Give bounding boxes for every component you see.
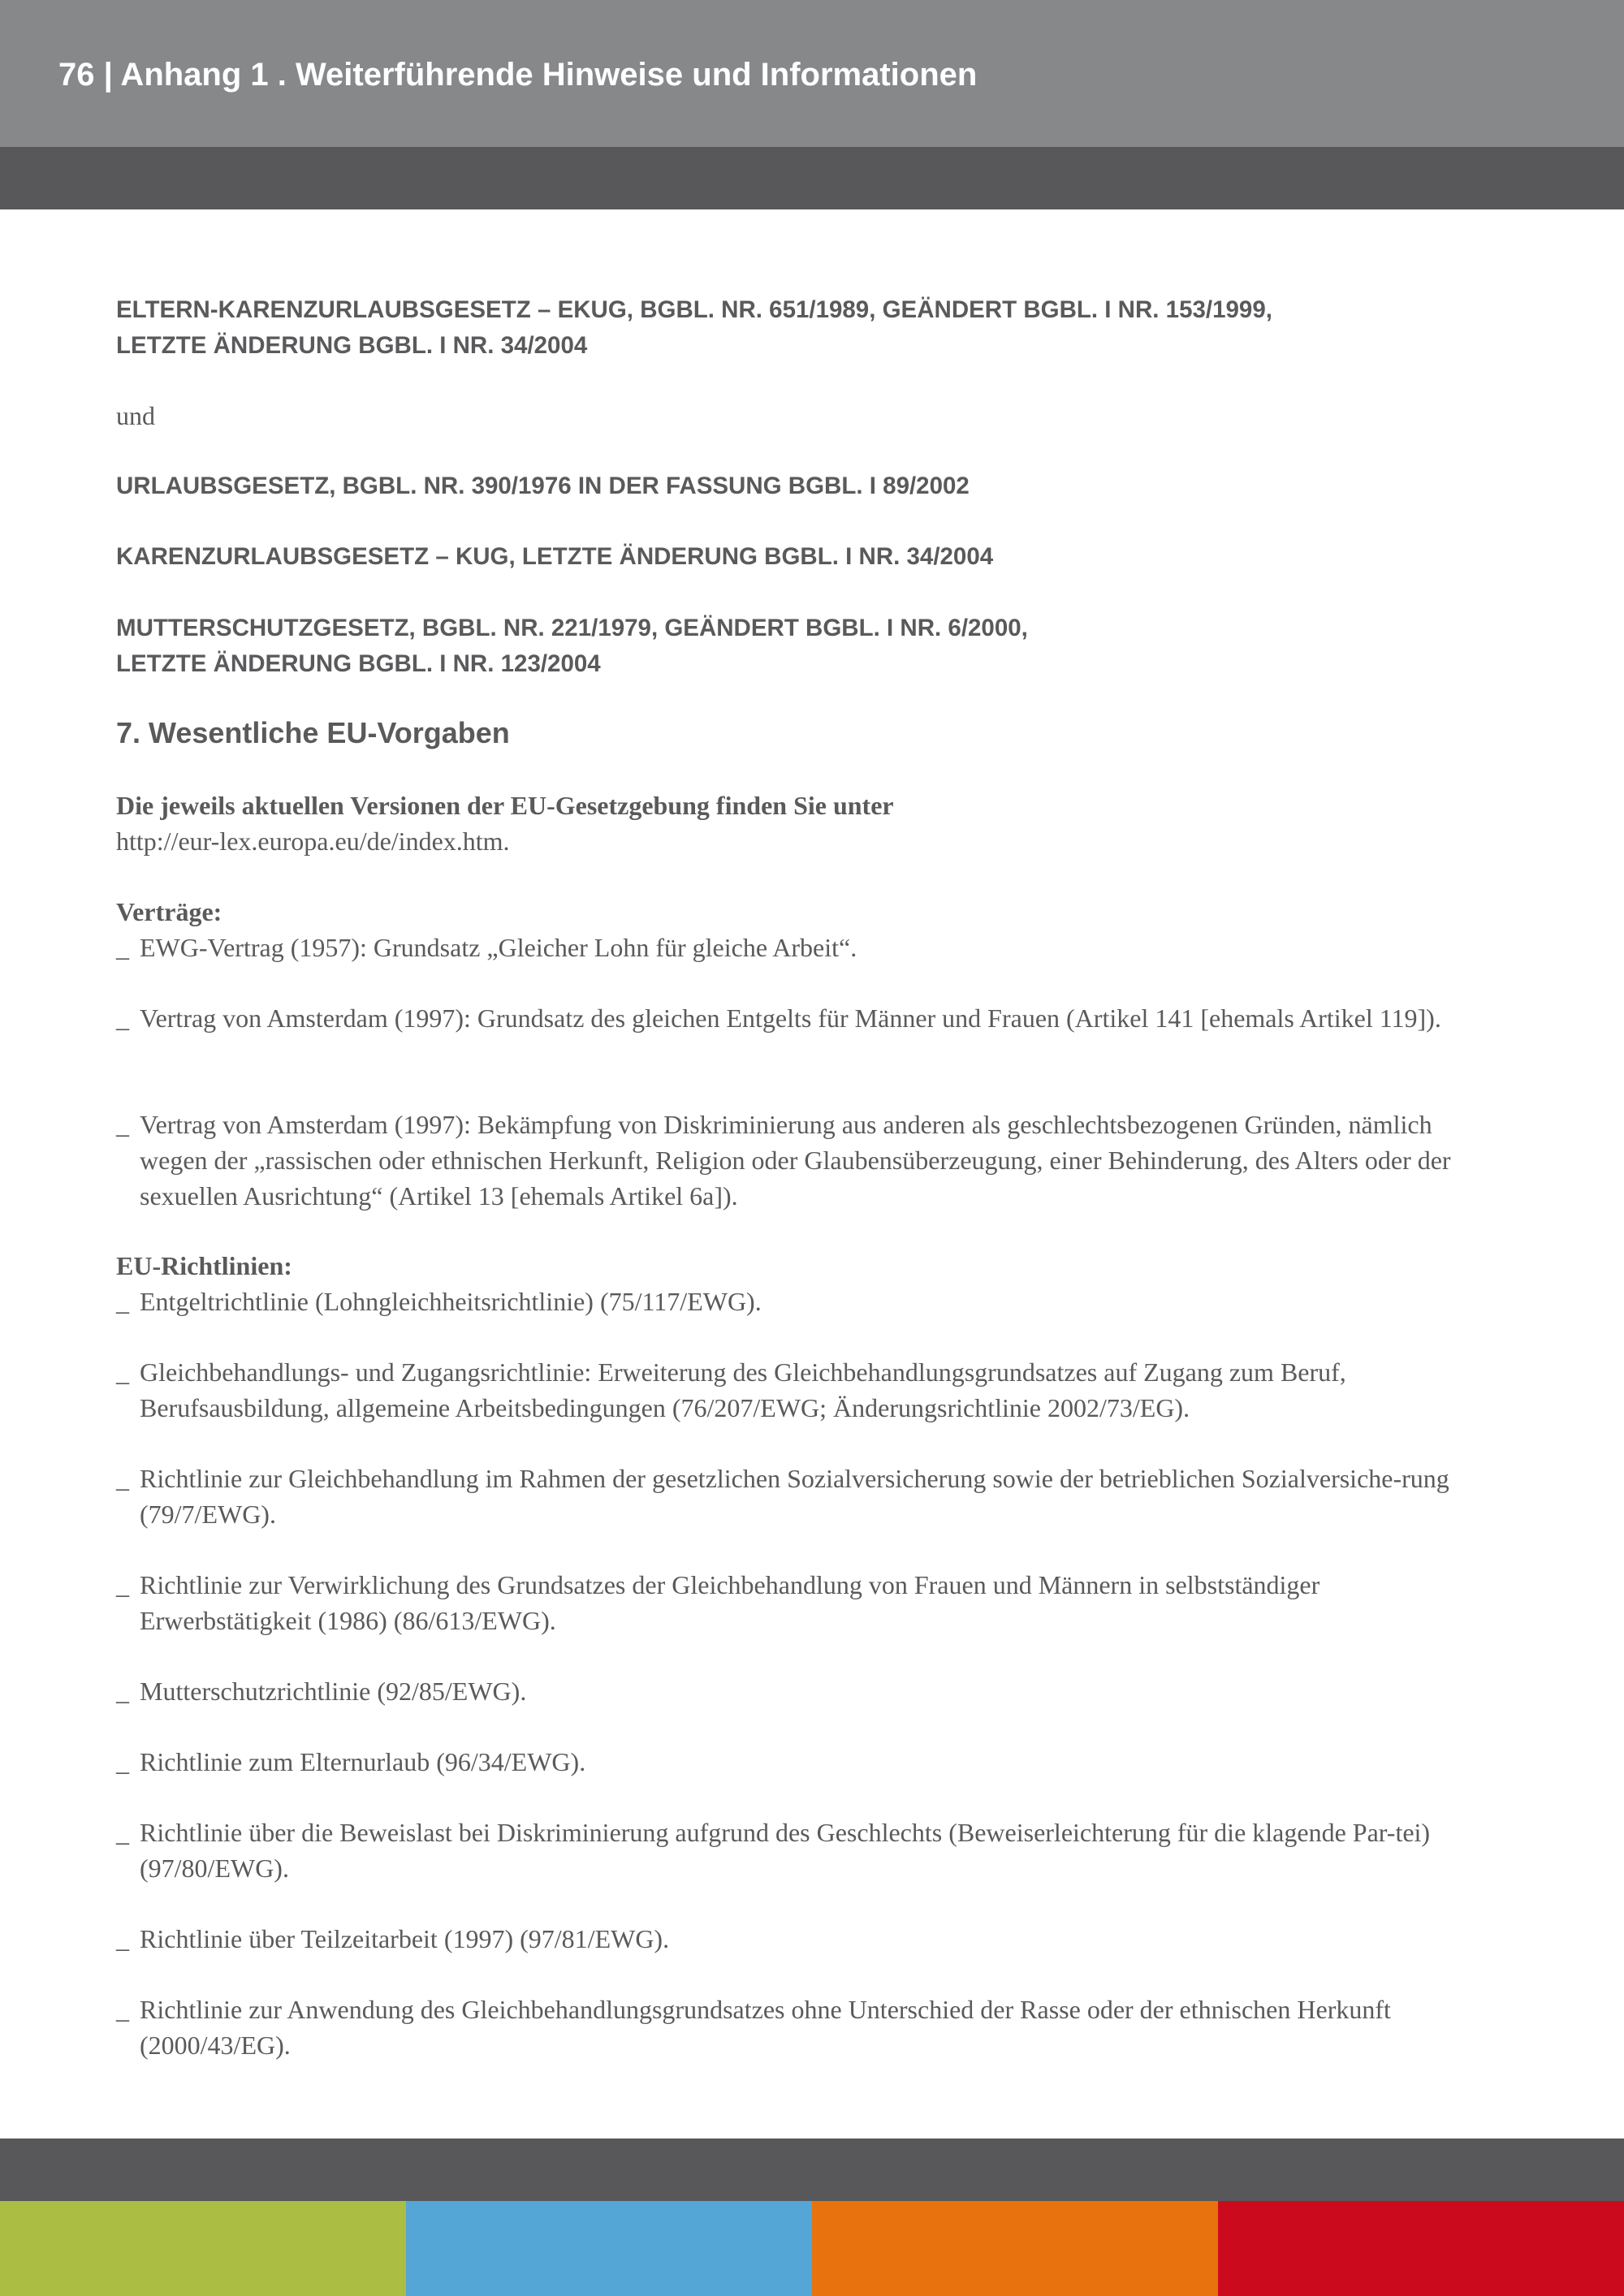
section-intro-bold: Die jeweils aktuellen Versionen der EU-Gesetzgebung finden Sie unter xyxy=(116,791,894,820)
list-item xyxy=(116,1567,1497,1638)
eur-lex-link[interactable]: http://eur-lex.europa.eu/de/index.htm. xyxy=(116,826,510,856)
list-item xyxy=(116,1673,1497,1709)
list-item-text: Vertrag von Amsterdam (1997): Grundsatz des gleichen Entgelts für Männer und Frauen (Artikel 141 [ehemals Artikel 119]). xyxy=(140,1003,1441,1033)
footer-gray-band xyxy=(0,2138,1624,2201)
list-item-text: Gleichbehandlungs- und Zugangsrichtlinie: Erweiterung des Gleichbehandlungsgrundsatzes auf Zugang zum Beruf, Berufsausbildung, allgemeine Arbeitsbedingungen (76/207/EWG; Änderungsrichtlinie 2002/73/EG). xyxy=(140,1357,1346,1422)
list-item-text: Richtlinie zur Gleichbehandlung im Rahmen der gesetzlichen Sozialversicherung sowie der betrieblichen Sozialversiche-rung (79/7/EWG). xyxy=(140,1464,1449,1529)
richtlinien-heading: EU-Richtlinien: xyxy=(116,1251,292,1280)
bullet-marker: _ xyxy=(116,1287,129,1316)
list-item xyxy=(116,1107,1497,1214)
list-item-text: Richtlinie über die Beweislast bei Diskriminierung aufgrund des Geschlechts (Beweiserleichterung für die klagende Par-tei) (97/80/EWG). xyxy=(140,1818,1431,1883)
list-item xyxy=(116,1921,1497,1957)
law-mschg-line1: MUTTERSCHUTZGESETZ, BGBL. NR. 221/1979, GEÄNDERT BGBL. I NR. 6/2000, xyxy=(116,615,1028,641)
connector-text: und xyxy=(116,401,155,430)
law-ekug-line1: ELTERN-KARENZURLAUBSGESETZ – EKUG, BGBL. NR. 651/1989, GEÄNDERT BGBL. I NR. 153/1999, xyxy=(116,296,1272,323)
list-item xyxy=(116,1000,1497,1036)
list-item-text: Richtlinie zur Verwirklichung des Grundsatzes der Gleichbehandlung von Frauen und Männern in selbstständiger Erwerbstätigkeit (1986) (86/613/EWG). xyxy=(140,1570,1320,1635)
footer-bar-red xyxy=(1218,2201,1624,2296)
section-intro xyxy=(116,788,1497,859)
bullet-marker: _ xyxy=(116,1570,129,1599)
footer-bar-green xyxy=(0,2201,406,2296)
vertraege-heading: Verträge: xyxy=(116,897,222,926)
law-kug xyxy=(116,539,1497,575)
list-item xyxy=(116,1461,1497,1532)
bullet-marker: _ xyxy=(116,1357,129,1387)
law-mutterschutzgesetz xyxy=(116,611,1497,682)
list-item-text: Mutterschutzrichtlinie (92/85/EWG). xyxy=(140,1677,527,1706)
law-urlaubsgesetz-line1: URLAUBSGESETZ, BGBL. NR. 390/1976 IN DER FASSUNG BGBL. I 89/2002 xyxy=(116,473,970,499)
header-band xyxy=(0,0,1624,147)
list-item xyxy=(116,1744,1497,1780)
bullet-marker: _ xyxy=(116,933,129,962)
law-mschg-line2: LETZTE ÄNDERUNG BGBL. I NR. 123/2004 xyxy=(116,650,601,677)
header-dark-band xyxy=(0,147,1624,209)
bullet-marker: _ xyxy=(116,1003,129,1033)
list-item-text: EWG-Vertrag (1957): Grundsatz „Gleicher Lohn für gleiche Arbeit“. xyxy=(140,933,857,962)
bullet-marker: _ xyxy=(116,1818,129,1847)
list-item xyxy=(116,1284,1497,1319)
bullet-marker: _ xyxy=(116,1110,129,1139)
list-item-text: Vertrag von Amsterdam (1997): Bekämpfung von Diskriminierung aus anderen als geschlechtsbezogenen Gründen, nämlich wegen der „rassischen oder ethnischen Herkunft, Religion oder Glaubensüberzeugung, einer Behinderung, des Alters oder der sexuellen Ausrichtung“ (Artikel 13 [ehemals Artikel 6a]). xyxy=(140,1110,1451,1211)
law-kug-line1: KARENZURLAUBSGESETZ – KUG, LETZTE ÄNDERUNG BGBL. I NR. 34/2004 xyxy=(116,543,994,570)
law-ekug xyxy=(116,292,1497,364)
list-item-text: Entgeltrichtlinie (Lohngleichheitsrichtlinie) (75/117/EWG). xyxy=(140,1287,762,1316)
bullet-marker: _ xyxy=(116,1995,129,2024)
page-header-title: 76 | Anhang 1 . Weiterführende Hinweise und Informationen xyxy=(58,57,978,93)
list-item-text: Richtlinie zur Anwendung des Gleichbehandlungsgrundsatzes ohne Unterschied der Rasse oder der ethnischen Herkunft (2000/43/EG). xyxy=(140,1995,1391,2060)
footer-bar-orange xyxy=(812,2201,1218,2296)
footer-bar-blue xyxy=(406,2201,812,2296)
bullet-marker: _ xyxy=(116,1464,129,1493)
list-item xyxy=(116,930,1497,965)
list-item-text: Richtlinie über Teilzeitarbeit (1997) (97/81/EWG). xyxy=(140,1924,670,1953)
bullet-marker: _ xyxy=(116,1677,129,1706)
law-urlaubsgesetz xyxy=(116,468,1497,504)
list-item xyxy=(116,1992,1497,2063)
bullet-marker: _ xyxy=(116,1747,129,1776)
list-item-text: Richtlinie zum Elternurlaub (96/34/EWG). xyxy=(140,1747,586,1776)
list-item xyxy=(116,1815,1497,1886)
footer-color-bars xyxy=(0,2201,1624,2296)
bullet-marker: _ xyxy=(116,1924,129,1953)
law-ekug-line2: LETZTE ÄNDERUNG BGBL. I NR. 34/2004 xyxy=(116,332,588,359)
list-item xyxy=(116,1354,1497,1426)
section-title: 7. Wesentliche EU-Vorgaben xyxy=(116,716,510,749)
